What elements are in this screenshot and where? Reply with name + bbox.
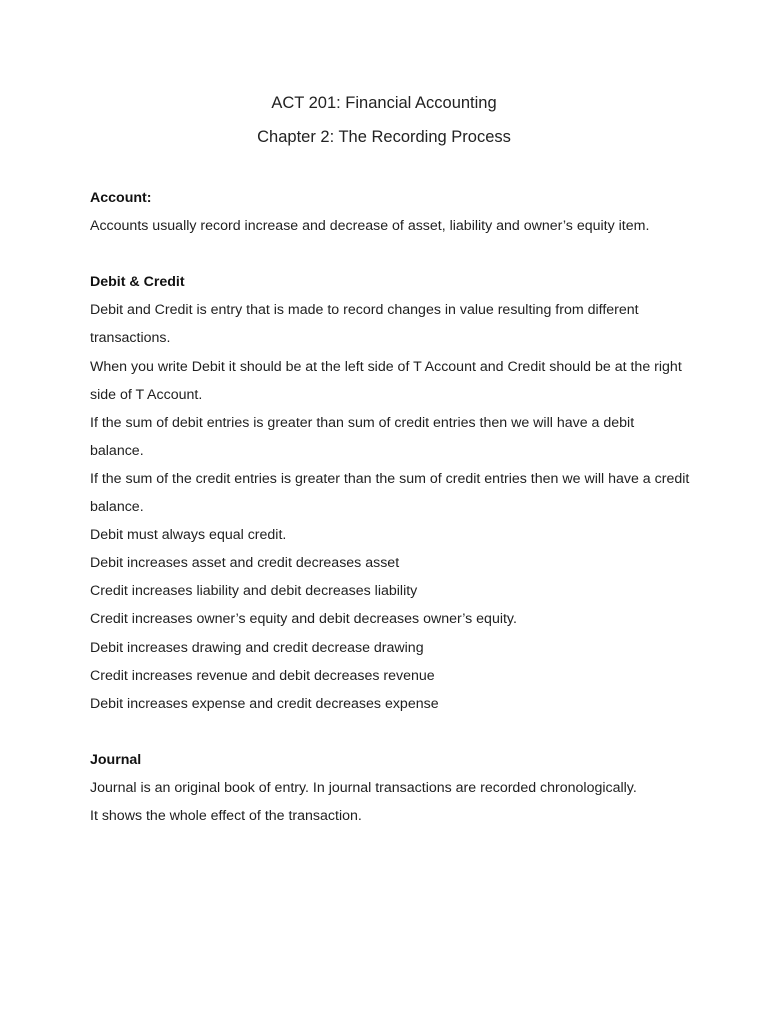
- section-account: [90, 184, 690, 240]
- paragraph: It shows the whole effect of the transaction.: [90, 808, 362, 825]
- paragraph: Credit increases liability and debit decreases liability: [90, 583, 418, 600]
- section-heading-debit-credit: Debit & Credit: [90, 274, 185, 291]
- section-spacer: [90, 240, 690, 268]
- paragraph: If the sum of debit entries is greater than sum of credit entries then we will have a debit balance.: [90, 414, 635, 459]
- paragraph: Debit increases asset and credit decreases asset: [90, 555, 400, 572]
- section-heading-journal: Journal: [90, 751, 142, 768]
- section-spacer: [90, 718, 690, 746]
- paragraph: Accounts usually record increase and decrease of asset, liability and owner’s equity item.: [90, 218, 650, 235]
- paragraph: If the sum of the credit entries is greater than the sum of credit entries then we will have a credit balance.: [90, 470, 690, 516]
- paragraph: Credit increases owner’s equity and debit decreases owner’s equity.: [90, 611, 517, 628]
- paragraph: When you write Debit it should be at the left side of T Account and Credit should be at the right side of T Account.: [90, 358, 682, 403]
- chapter-title: Chapter 2: The Recording Process: [257, 128, 511, 146]
- document-body: [90, 184, 690, 830]
- paragraph: Debit increases expense and credit decreases expense: [90, 695, 439, 712]
- paragraph: Credit increases revenue and debit decreases revenue: [90, 667, 435, 684]
- section-debit-credit: [90, 268, 690, 718]
- paragraph: Debit increases drawing and credit decrease drawing: [90, 639, 424, 656]
- paragraph: Debit must always equal credit.: [90, 527, 287, 544]
- document-title: ACT 201: Financial Accounting: [271, 94, 497, 112]
- paragraph: Debit and Credit is entry that is made to record changes in value resulting from different transactions.: [90, 302, 639, 347]
- section-heading-account: Account:: [90, 190, 152, 206]
- paragraph: Journal is an original book of entry. In journal transactions are recorded chronologically.: [90, 779, 637, 796]
- section-journal: [90, 746, 690, 830]
